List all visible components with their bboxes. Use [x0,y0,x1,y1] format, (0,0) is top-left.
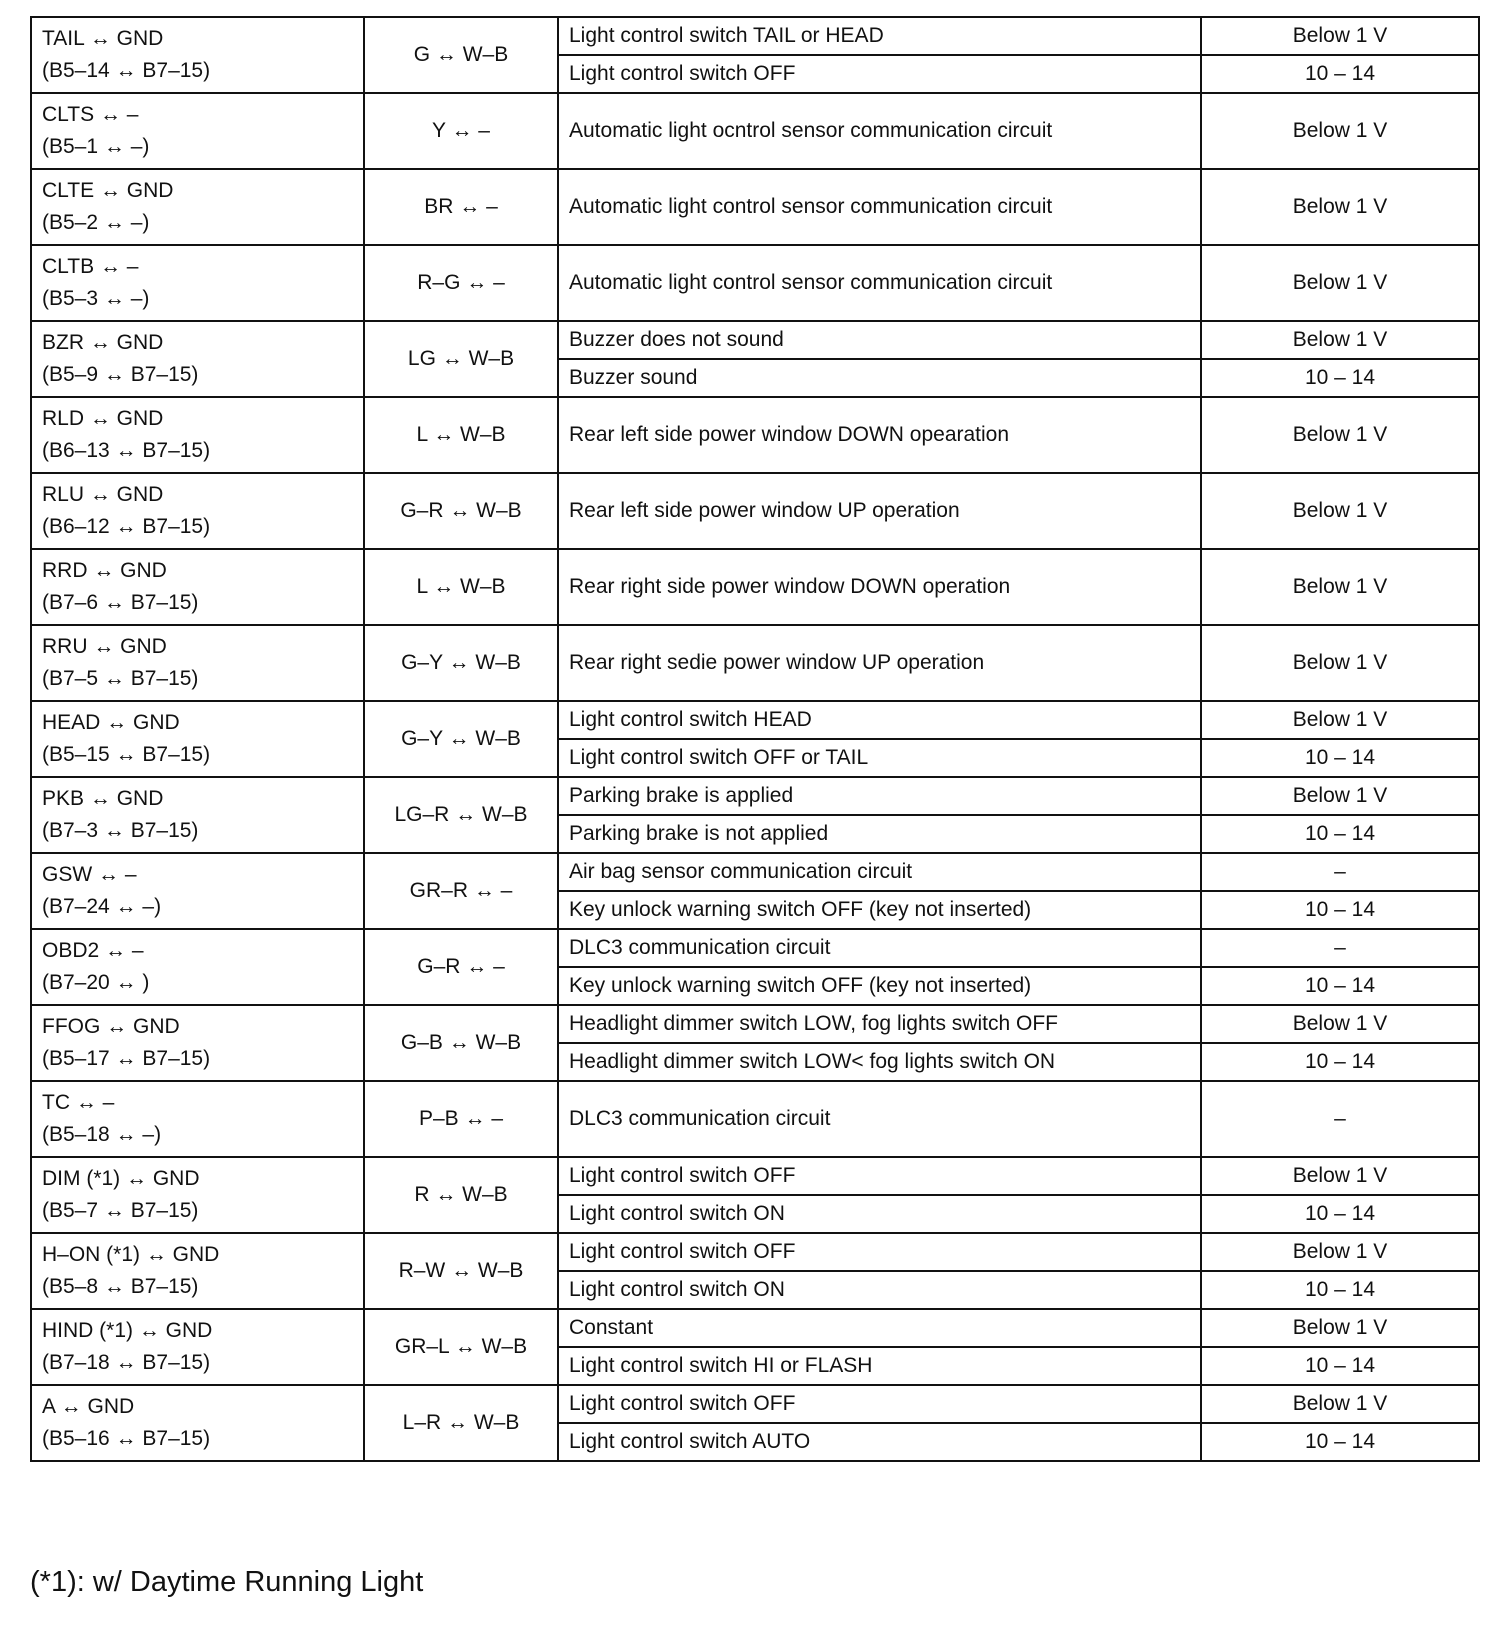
wiring-color-cell: G–B ↔ W–B [364,1005,558,1081]
wiring-color-cell: GR–L ↔ W–B [364,1309,558,1385]
terminal-cell [31,1081,364,1157]
specified-condition-cell: 10 – 14 [1201,967,1479,1005]
terminal-pins: (B5–1 ↔ –) [42,135,150,158]
specified-condition-cell: 10 – 14 [1201,1043,1479,1081]
table-body [31,17,1479,1461]
condition-cell: Light control switch AUTO [558,1423,1201,1461]
terminal-pins: (B5–8 ↔ B7–15) [42,1275,199,1298]
terminal-name: A ↔ GND [42,1395,135,1418]
table-row [31,1385,1479,1423]
wiring-color-cell: BR ↔ – [364,169,558,245]
condition-cell: Air bag sensor communication circuit [558,853,1201,891]
terminal-pins: (B7–3 ↔ B7–15) [42,819,199,842]
condition-cell: Key unlock warning switch OFF (key not inserted) [558,967,1201,1005]
terminal-cell [31,1385,364,1461]
specified-condition-cell: Below 1 V [1201,397,1479,473]
specified-condition-cell: 10 – 14 [1201,815,1479,853]
table-row [31,169,1479,245]
specified-condition-cell: Below 1 V [1201,169,1479,245]
table-row [31,1233,1479,1271]
table-row [31,853,1479,891]
terminal-cell [31,1005,364,1081]
condition-cell: Buzzer does not sound [558,321,1201,359]
terminal-pins: (B5–16 ↔ B7–15) [42,1427,211,1450]
footnote: (*1): w/ Daytime Running Light [30,1566,424,1598]
terminal-name: HIND (*1) ↔ GND [42,1319,213,1342]
terminal-name: RRD ↔ GND [42,559,167,582]
wiring-color-cell: L ↔ W–B [364,397,558,473]
wiring-color-cell: G–Y ↔ W–B [364,625,558,701]
terminal-name: BZR ↔ GND [42,331,164,354]
condition-cell: Light control switch ON [558,1271,1201,1309]
condition-cell: Parking brake is applied [558,777,1201,815]
specified-condition-cell: Below 1 V [1201,473,1479,549]
condition-cell: Automatic light control sensor communication circuit [558,245,1201,321]
condition-cell: Automatic light ocntrol sensor communication circuit [558,93,1201,169]
condition-cell: Light control switch HEAD [558,701,1201,739]
condition-cell: Rear right side power window DOWN operation [558,549,1201,625]
terminal-cell [31,853,364,929]
terminal-name: TAIL ↔ GND [42,27,164,50]
condition-cell: Light control switch ON [558,1195,1201,1233]
specified-condition-cell: Below 1 V [1201,1385,1479,1423]
table-row [31,625,1479,701]
terminal-cell [31,397,364,473]
terminal-name: PKB ↔ GND [42,787,164,810]
terminal-pins: (B6–12 ↔ B7–15) [42,515,211,538]
terminal-name: OBD2 ↔ – [42,939,144,962]
specified-condition-cell: Below 1 V [1201,777,1479,815]
specified-condition-cell: Below 1 V [1201,93,1479,169]
wiring-color-cell: G–R ↔ – [364,929,558,1005]
specified-condition-cell: – [1201,1081,1479,1157]
wiring-color-cell: P–B ↔ – [364,1081,558,1157]
condition-cell: Light control switch OFF [558,55,1201,93]
terminal-name: CLTS ↔ – [42,103,139,126]
terminal-name: CLTE ↔ GND [42,179,174,202]
specified-condition-cell: Below 1 V [1201,625,1479,701]
specified-condition-cell: Below 1 V [1201,17,1479,55]
specified-condition-cell: Below 1 V [1201,1309,1479,1347]
condition-cell: Light control switch OFF [558,1385,1201,1423]
terminal-pins: (B5–17 ↔ B7–15) [42,1047,211,1070]
table-row [31,93,1479,169]
terminal-pins: (B7–20 ↔ ) [42,971,150,994]
wiring-color-cell: GR–R ↔ – [364,853,558,929]
wiring-color-cell: R ↔ W–B [364,1157,558,1233]
terminal-name: HEAD ↔ GND [42,711,180,734]
table-row [31,245,1479,321]
terminal-name: RLU ↔ GND [42,483,164,506]
table-row [31,321,1479,359]
table-row [31,17,1479,55]
terminal-pins: (B7–18 ↔ B7–15) [42,1351,211,1374]
terminal-name: H–ON (*1) ↔ GND [42,1243,220,1266]
wiring-color-cell: R–W ↔ W–B [364,1233,558,1309]
terminal-cell [31,929,364,1005]
terminal-voltage-table [30,16,1480,1462]
wiring-color-cell: L ↔ W–B [364,549,558,625]
specified-condition-cell: Below 1 V [1201,321,1479,359]
terminal-voltage-table-container [30,16,1478,1462]
wiring-color-cell: L–R ↔ W–B [364,1385,558,1461]
table-row [31,1157,1479,1195]
terminal-pins: (B5–3 ↔ –) [42,287,150,310]
terminal-cell [31,245,364,321]
wiring-color-cell: G–R ↔ W–B [364,473,558,549]
terminal-pins: (B5–15 ↔ B7–15) [42,743,211,766]
terminal-cell [31,625,364,701]
condition-cell: Light control switch OFF [558,1157,1201,1195]
terminal-cell [31,321,364,397]
specified-condition-cell: 10 – 14 [1201,1271,1479,1309]
condition-cell: Light control switch OFF [558,1233,1201,1271]
wiring-color-cell: G–Y ↔ W–B [364,701,558,777]
specified-condition-cell: 10 – 14 [1201,1347,1479,1385]
terminal-name: DIM (*1) ↔ GND [42,1167,200,1190]
condition-cell: Light control switch HI or FLASH [558,1347,1201,1385]
terminal-cell [31,1233,364,1309]
condition-cell: Light control switch TAIL or HEAD [558,17,1201,55]
terminal-cell [31,473,364,549]
table-row [31,397,1479,473]
condition-cell: Buzzer sound [558,359,1201,397]
table-row [31,777,1479,815]
specified-condition-cell: – [1201,853,1479,891]
specified-condition-cell: Below 1 V [1201,1005,1479,1043]
condition-cell: Rear left side power window DOWN opearation [558,397,1201,473]
specified-condition-cell: 10 – 14 [1201,1423,1479,1461]
specified-condition-cell: Below 1 V [1201,701,1479,739]
specified-condition-cell: 10 – 14 [1201,739,1479,777]
wiring-color-cell: Y ↔ – [364,93,558,169]
condition-cell: Light control switch OFF or TAIL [558,739,1201,777]
terminal-name: FFOG ↔ GND [42,1015,180,1038]
condition-cell: Automatic light control sensor communication circuit [558,169,1201,245]
condition-cell: DLC3 communication circuit [558,1081,1201,1157]
specified-condition-cell: Below 1 V [1201,549,1479,625]
specified-condition-cell: 10 – 14 [1201,1195,1479,1233]
terminal-pins: (B6–13 ↔ B7–15) [42,439,211,462]
wiring-color-cell: G ↔ W–B [364,17,558,93]
terminal-cell [31,1309,364,1385]
terminal-cell [31,549,364,625]
specified-condition-cell: – [1201,929,1479,967]
terminal-pins: (B7–5 ↔ B7–15) [42,667,199,690]
table-row [31,929,1479,967]
specified-condition-cell: Below 1 V [1201,245,1479,321]
table-row [31,1309,1479,1347]
specified-condition-cell: 10 – 14 [1201,55,1479,93]
terminal-pins: (B7–24 ↔ –) [42,895,162,918]
condition-cell: Constant [558,1309,1201,1347]
specified-condition-cell: 10 – 14 [1201,359,1479,397]
condition-cell: Parking brake is not applied [558,815,1201,853]
wiring-color-cell: LG ↔ W–B [364,321,558,397]
table-row [31,701,1479,739]
condition-cell: DLC3 communication circuit [558,929,1201,967]
wiring-color-cell: LG–R ↔ W–B [364,777,558,853]
terminal-pins: (B5–2 ↔ –) [42,211,150,234]
table-row [31,549,1479,625]
terminal-cell [31,169,364,245]
table-row [31,1081,1479,1157]
terminal-name: GSW ↔ – [42,863,137,886]
specified-condition-cell: Below 1 V [1201,1157,1479,1195]
terminal-pins: (B5–7 ↔ B7–15) [42,1199,199,1222]
table-row [31,1005,1479,1043]
terminal-cell [31,1157,364,1233]
terminal-cell [31,701,364,777]
terminal-name: CLTB ↔ – [42,255,139,278]
terminal-name: RRU ↔ GND [42,635,167,658]
condition-cell: Rear right sedie power window UP operation [558,625,1201,701]
terminal-cell [31,777,364,853]
condition-cell: Headlight dimmer switch LOW< fog lights switch ON [558,1043,1201,1081]
terminal-cell [31,17,364,93]
terminal-name: RLD ↔ GND [42,407,164,430]
terminal-pins: (B7–6 ↔ B7–15) [42,591,199,614]
wiring-color-cell: R–G ↔ – [364,245,558,321]
specified-condition-cell: Below 1 V [1201,1233,1479,1271]
specified-condition-cell: 10 – 14 [1201,891,1479,929]
terminal-name: TC ↔ – [42,1091,115,1114]
condition-cell: Rear left side power window UP operation [558,473,1201,549]
terminal-pins: (B5–18 ↔ –) [42,1123,162,1146]
terminal-cell [31,93,364,169]
table-row [31,473,1479,549]
terminal-pins: (B5–14 ↔ B7–15) [42,59,211,82]
condition-cell: Headlight dimmer switch LOW, fog lights switch OFF [558,1005,1201,1043]
terminal-pins: (B5–9 ↔ B7–15) [42,363,199,386]
condition-cell: Key unlock warning switch OFF (key not inserted) [558,891,1201,929]
